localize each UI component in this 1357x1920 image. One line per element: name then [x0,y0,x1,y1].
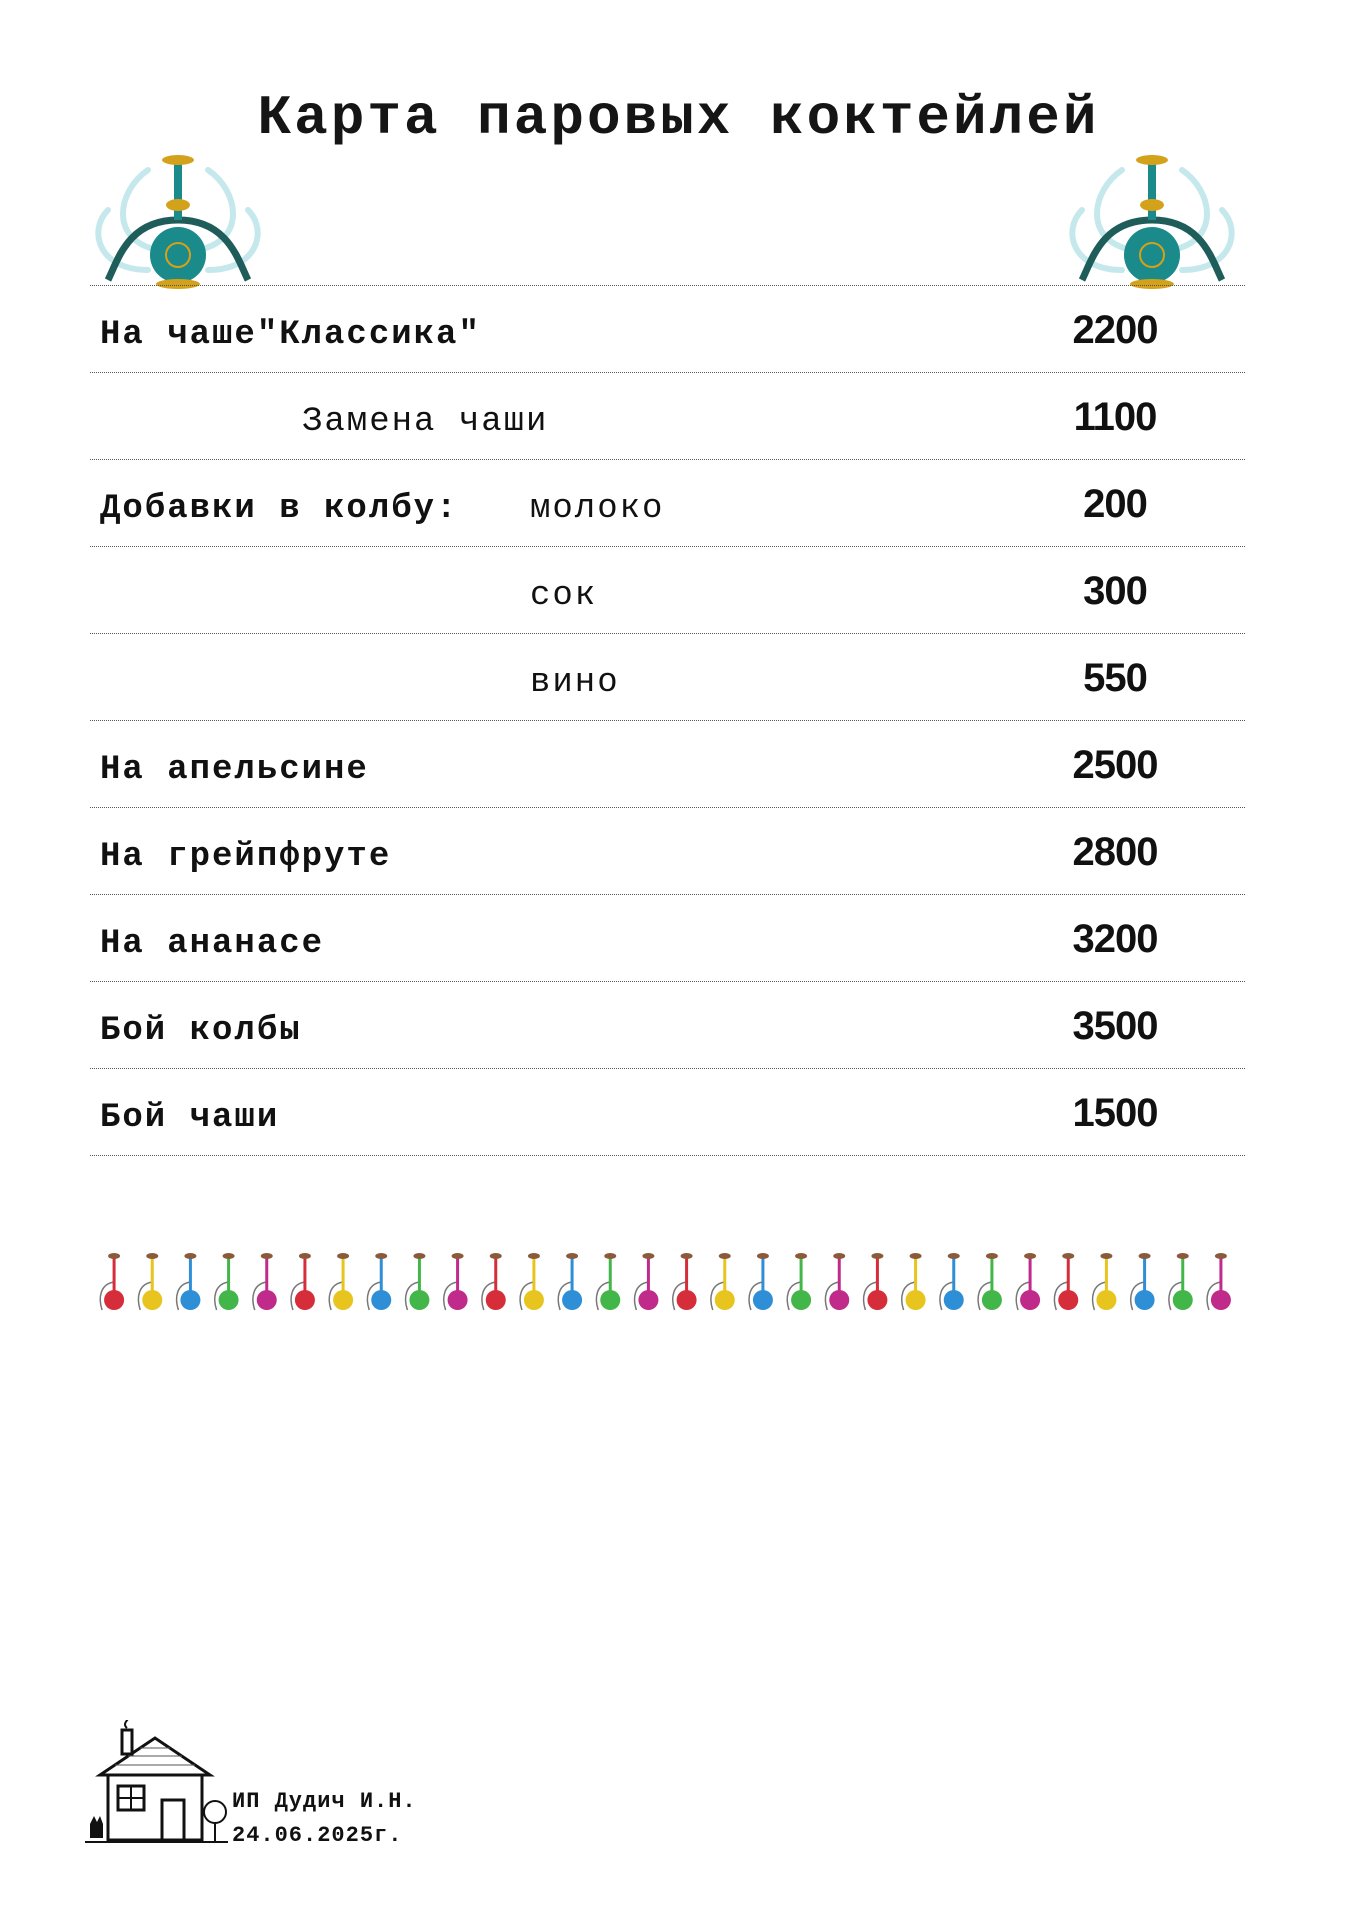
mini-hookah-icon [558,1253,582,1310]
mini-hookah-icon [902,1253,926,1310]
price-row [90,373,1245,460]
document-date: 24.06.2025г. [232,1823,403,1848]
item-name: Бой чаши [100,1099,280,1137]
mini-hookah-icon [367,1253,391,1310]
mini-hookah-icon [596,1253,620,1310]
mini-hookah-icon [215,1253,239,1310]
mini-hookah-icon [711,1253,735,1310]
item-name: На ананасе [100,925,325,963]
mini-hookah-icon [406,1253,430,1310]
mini-hookah-icon [444,1253,468,1310]
item-price: 1100 [1073,395,1157,439]
item-price: 200 [1083,482,1147,526]
item-name: Добавки в колбу: [100,490,459,528]
mini-hookah-icon [787,1253,811,1310]
mini-hookah-icon [635,1253,659,1310]
item-price: 3500 [1072,1004,1158,1048]
price-row [90,1069,1245,1156]
mini-hookah-icon [1054,1253,1078,1310]
price-row [90,721,1245,808]
item-price: 1500 [1072,1091,1158,1135]
mini-hookah-icon [253,1253,277,1310]
mini-hookah-icon [177,1253,201,1310]
item-subname: вино [530,664,620,702]
mini-hookah-icon [291,1253,315,1310]
hookah-garland-decoration [95,1248,1240,1318]
house-icon [80,1720,230,1852]
item-price: 550 [1083,656,1147,700]
mini-hookah-icon [1131,1253,1155,1310]
mini-hookah-icon [520,1253,544,1310]
mini-hookah-icon [1207,1253,1231,1310]
item-name: Замена чаши [302,403,549,441]
item-name: Бой колбы [100,1012,302,1050]
mini-hookah-icon [864,1253,888,1310]
item-price: 3200 [1072,917,1158,961]
item-price: 2800 [1072,830,1158,874]
price-row [90,286,1245,373]
mini-hookah-icon [329,1253,353,1310]
mini-hookah-icon [1093,1253,1117,1310]
price-row [90,460,1245,547]
hookah-illustration-left-icon [88,150,268,290]
price-row [90,808,1245,895]
price-row [90,895,1245,982]
mini-hookah-icon [1169,1253,1193,1310]
item-price: 300 [1083,569,1147,613]
item-subname: сок [530,577,598,615]
item-name: На грейпфруте [100,838,392,876]
mini-hookah-icon [940,1253,964,1310]
mini-hookah-icon [673,1253,697,1310]
mini-hookah-icon [825,1253,849,1310]
item-price: 2200 [1072,308,1158,352]
item-subname: молоко [530,490,665,528]
hookah-illustration-right-icon [1062,150,1242,290]
mini-hookah-icon [1016,1253,1040,1310]
mini-hookah-icon [482,1253,506,1310]
price-row [90,547,1245,634]
mini-hookah-icon [978,1253,1002,1310]
page-title: Карта паровых коктейлей [257,86,1100,150]
price-list [90,285,1245,1156]
price-row [90,982,1245,1069]
item-name: На апельсине [100,751,369,789]
mini-hookah-icon [100,1253,124,1310]
footer-info [232,1785,417,1853]
price-row [90,634,1245,721]
owner-name: ИП Дудич И.Н. [232,1789,417,1814]
mini-hookah-icon [749,1253,773,1310]
item-name: На чаше"Классика" [100,316,481,354]
mini-hookah-icon [138,1253,162,1310]
item-price: 2500 [1072,743,1158,787]
